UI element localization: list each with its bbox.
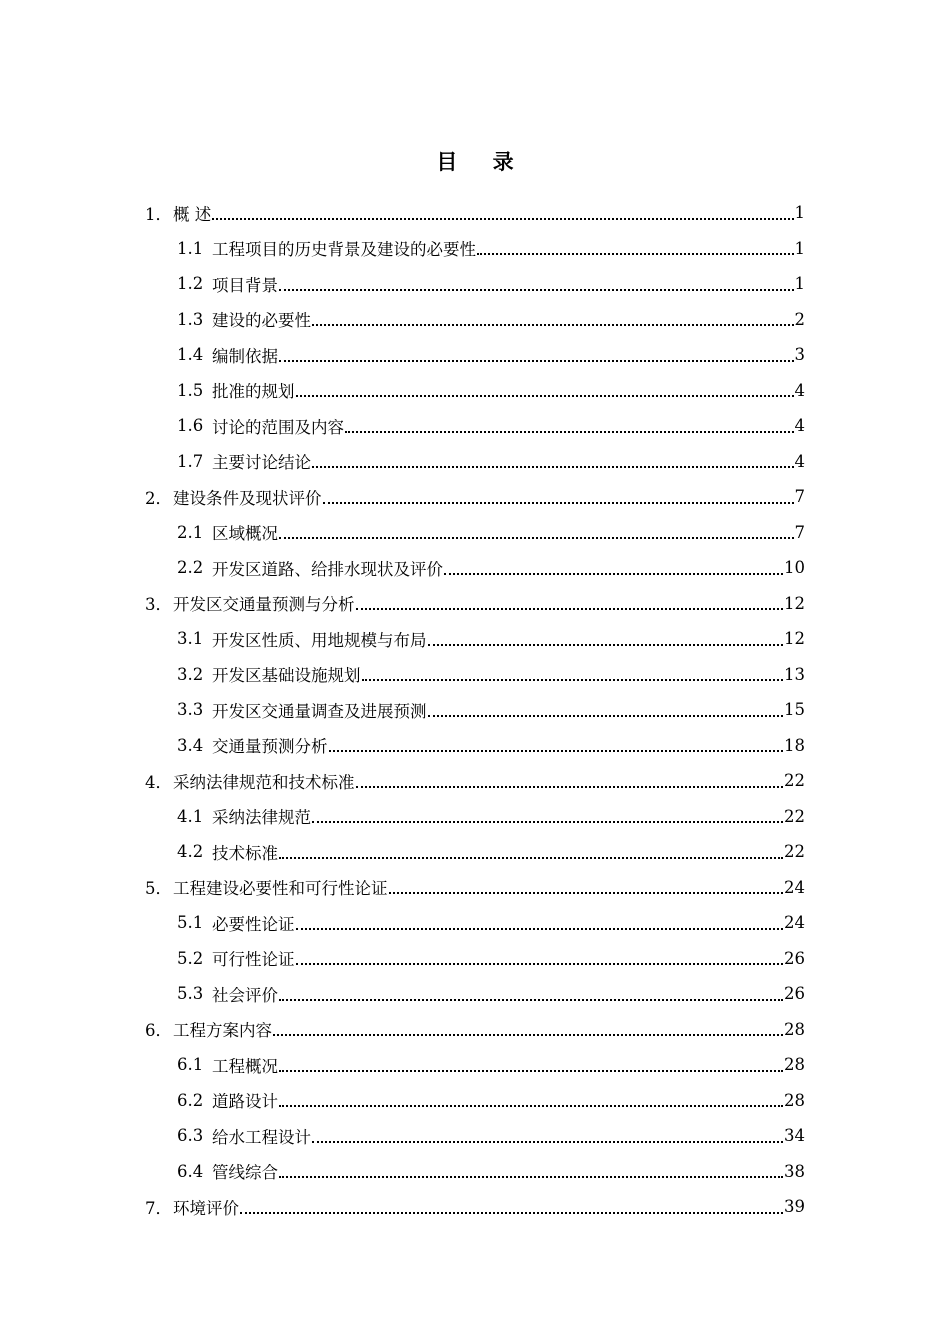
toc-section-entry[interactable]: [0, 1047, 950, 1083]
toc-chapter-entry[interactable]: [0, 479, 950, 515]
toc-entry-number: 1．: [145, 204, 172, 224]
toc-section-entry[interactable]: [0, 621, 950, 657]
toc-entry-number: 3.2: [177, 664, 204, 684]
toc-dot-leader: [356, 608, 784, 610]
toc-entry-page-number: 38: [784, 1161, 805, 1181]
toc-entry-page-number: 22: [784, 771, 805, 791]
toc-dot-leader: [345, 431, 794, 433]
toc-entry-page-number: 1: [794, 203, 805, 223]
toc-dot-leader: [296, 928, 784, 930]
toc-entry-title: 项目背景: [212, 275, 278, 295]
toc-section-entry[interactable]: [0, 302, 950, 338]
toc-entry-number: 7．: [145, 1198, 172, 1218]
toc-dot-leader: [428, 644, 784, 646]
toc-section-entry[interactable]: [0, 373, 950, 409]
toc-dot-leader: [273, 1034, 783, 1036]
toc-entry-title: 交通量预测分析: [212, 737, 328, 757]
toc-entry-title: 管线综合: [212, 1163, 278, 1183]
toc-section-entry[interactable]: [0, 266, 950, 302]
toc-entry-number: 1.5: [177, 380, 204, 400]
toc-entry-title: 建设条件及现状评价: [173, 488, 322, 508]
toc-chapter-entry[interactable]: [0, 763, 950, 799]
toc-dot-leader: [296, 395, 794, 397]
toc-entry-number: 1.6: [177, 416, 204, 436]
toc-dot-leader: [356, 786, 784, 788]
toc-section-entry[interactable]: [0, 550, 950, 586]
toc-entry-title: 社会评价: [212, 985, 278, 1005]
toc-entry-page-number: 2: [794, 309, 805, 329]
page-title: 目 录: [436, 149, 528, 174]
toc-section-entry[interactable]: [0, 515, 950, 551]
toc-dot-leader: [428, 715, 784, 717]
toc-dot-leader: [389, 892, 784, 894]
toc-entry-number: 4．: [145, 772, 172, 792]
toc-entry-number: 2.1: [177, 522, 204, 542]
toc-dot-leader: [279, 360, 794, 362]
toc-dot-leader: [312, 324, 794, 326]
toc-dot-leader: [279, 537, 794, 539]
toc-entry-page-number: 22: [784, 842, 805, 862]
toc-section-entry[interactable]: [0, 834, 950, 870]
toc-section-entry[interactable]: [0, 657, 950, 693]
toc-dot-leader: [240, 1212, 783, 1214]
toc-entry-title: 主要讨论结论: [212, 453, 311, 473]
toc-entry-title: 开发区交通量预测与分析: [173, 595, 355, 615]
toc-section-entry[interactable]: [0, 728, 950, 764]
toc-dot-leader: [444, 573, 783, 575]
toc-entry-number: 6．: [145, 1021, 172, 1041]
toc-entry-page-number: 13: [784, 664, 805, 684]
toc-dot-leader: [279, 1070, 783, 1072]
toc-entry-number: 3.4: [177, 735, 204, 755]
toc-entry-title: 采纳法律规范和技术标准: [173, 772, 355, 792]
toc-entry-number: 1.7: [177, 451, 204, 471]
toc-entry-title: 开发区道路、给排水现状及评价: [212, 559, 443, 579]
toc-entry-page-number: 7: [794, 487, 805, 507]
toc-dot-leader: [212, 218, 793, 220]
toc-dot-leader: [279, 1105, 783, 1107]
toc-entry-number: 1.3: [177, 309, 204, 329]
toc-section-entry[interactable]: [0, 905, 950, 941]
toc-entry-title: 工程概况: [212, 1056, 278, 1076]
toc-entry-page-number: 24: [784, 913, 805, 933]
toc-dot-leader: [312, 821, 783, 823]
toc-dot-leader: [329, 750, 784, 752]
toc-entry-title: 采纳法律规范: [212, 808, 311, 828]
toc-entry-number: 5．: [145, 879, 172, 899]
toc-entry-number: 3.1: [177, 629, 204, 649]
toc-section-entry[interactable]: [0, 692, 950, 728]
toc-section-entry[interactable]: [0, 799, 950, 835]
toc-entry-page-number: 18: [784, 735, 805, 755]
toc-entry-title: 道路设计: [212, 1092, 278, 1112]
toc-entry-page-number: 15: [784, 700, 805, 720]
toc-entry-page-number: 3: [794, 345, 805, 365]
toc-entry-title: 工程建设必要性和可行性论证: [173, 879, 388, 899]
toc-dot-leader: [312, 1141, 783, 1143]
toc-chapter-entry[interactable]: [0, 1189, 950, 1225]
toc-entry-title: 给水工程设计: [212, 1127, 311, 1147]
toc-entry-title: 概 述: [173, 204, 212, 224]
toc-entry-page-number: 4: [794, 451, 805, 471]
toc-entry-title: 环境评价: [173, 1198, 239, 1218]
toc-entry-page-number: 7: [794, 522, 805, 542]
toc-entry-page-number: 26: [784, 984, 805, 1004]
toc-entry-title: 开发区基础设施规划: [212, 666, 361, 686]
toc-entry-title: 批准的规划: [212, 382, 295, 402]
toc-entry-number: 1.2: [177, 274, 204, 294]
toc-entry-page-number: 24: [784, 877, 805, 897]
toc-entry-title: 必要性论证: [212, 914, 295, 934]
toc-entry-page-number: 10: [784, 558, 805, 578]
toc-dot-leader: [323, 502, 794, 504]
toc-entry-number: 5.1: [177, 913, 204, 933]
toc-entry-number: 1.4: [177, 345, 204, 365]
toc-entry-title: 建设的必要性: [212, 311, 311, 331]
toc-entry-page-number: 4: [794, 416, 805, 436]
toc-dot-leader: [312, 466, 794, 468]
toc-chapter-entry[interactable]: [0, 586, 950, 622]
toc-entry-title: 区域概况: [212, 524, 278, 544]
table-of-contents: [0, 195, 950, 1225]
toc-entry-title: 讨论的范围及内容: [212, 417, 344, 437]
toc-entry-number: 1.1: [177, 238, 204, 258]
toc-entry-number: 5.2: [177, 948, 204, 968]
toc-entry-page-number: 28: [784, 1055, 805, 1075]
toc-entry-number: 5.3: [177, 984, 204, 1004]
toc-entry-page-number: 22: [784, 806, 805, 826]
toc-entry-page-number: 1: [794, 238, 805, 258]
toc-entry-title: 开发区交通量调查及进展预测: [212, 701, 427, 721]
toc-entry-number: 4.1: [177, 806, 204, 826]
toc-entry-number: 6.4: [177, 1161, 204, 1181]
toc-chapter-entry[interactable]: [0, 870, 950, 906]
toc-section-entry[interactable]: [0, 444, 950, 480]
toc-entry-page-number: 12: [784, 629, 805, 649]
toc-entry-title: 编制依据: [212, 346, 278, 366]
toc-entry-number: 2.2: [177, 558, 204, 578]
toc-entry-title: 开发区性质、用地规模与布局: [212, 630, 427, 650]
toc-chapter-entry[interactable]: [0, 195, 950, 231]
toc-section-entry[interactable]: [0, 231, 950, 267]
toc-entry-number: 2．: [145, 488, 172, 508]
toc-entry-number: 3.3: [177, 700, 204, 720]
toc-dot-leader: [279, 999, 783, 1001]
toc-section-entry[interactable]: [0, 408, 950, 444]
toc-section-entry[interactable]: [0, 1118, 950, 1154]
toc-section-entry[interactable]: [0, 976, 950, 1012]
toc-entry-page-number: 1: [794, 274, 805, 294]
toc-entry-page-number: 34: [784, 1126, 805, 1146]
toc-entry-number: 4.2: [177, 842, 204, 862]
toc-entry-title: 工程项目的历史背景及建设的必要性: [212, 240, 476, 260]
toc-section-entry[interactable]: [0, 1083, 950, 1119]
toc-dot-leader: [279, 1176, 783, 1178]
toc-entry-title: 技术标准: [212, 843, 278, 863]
toc-entry-page-number: 4: [794, 380, 805, 400]
toc-entry-page-number: 12: [784, 593, 805, 613]
toc-dot-leader: [362, 679, 784, 681]
toc-entry-page-number: 39: [784, 1197, 805, 1217]
toc-chapter-entry[interactable]: [0, 1012, 950, 1048]
toc-entry-number: 6.3: [177, 1126, 204, 1146]
toc-entry-title: 工程方案内容: [173, 1021, 272, 1041]
toc-section-entry[interactable]: [0, 941, 950, 977]
toc-dot-leader: [477, 253, 794, 255]
toc-entry-number: 6.1: [177, 1055, 204, 1075]
toc-section-entry[interactable]: [0, 1154, 950, 1190]
toc-entry-page-number: 28: [784, 1090, 805, 1110]
toc-entry-title: 可行性论证: [212, 950, 295, 970]
toc-dot-leader: [279, 289, 794, 291]
toc-entry-page-number: 26: [784, 948, 805, 968]
toc-entry-page-number: 28: [784, 1019, 805, 1039]
toc-dot-leader: [296, 963, 784, 965]
toc-entry-number: 3．: [145, 595, 172, 615]
toc-section-entry[interactable]: [0, 337, 950, 373]
toc-entry-number: 6.2: [177, 1090, 204, 1110]
toc-dot-leader: [279, 857, 783, 859]
